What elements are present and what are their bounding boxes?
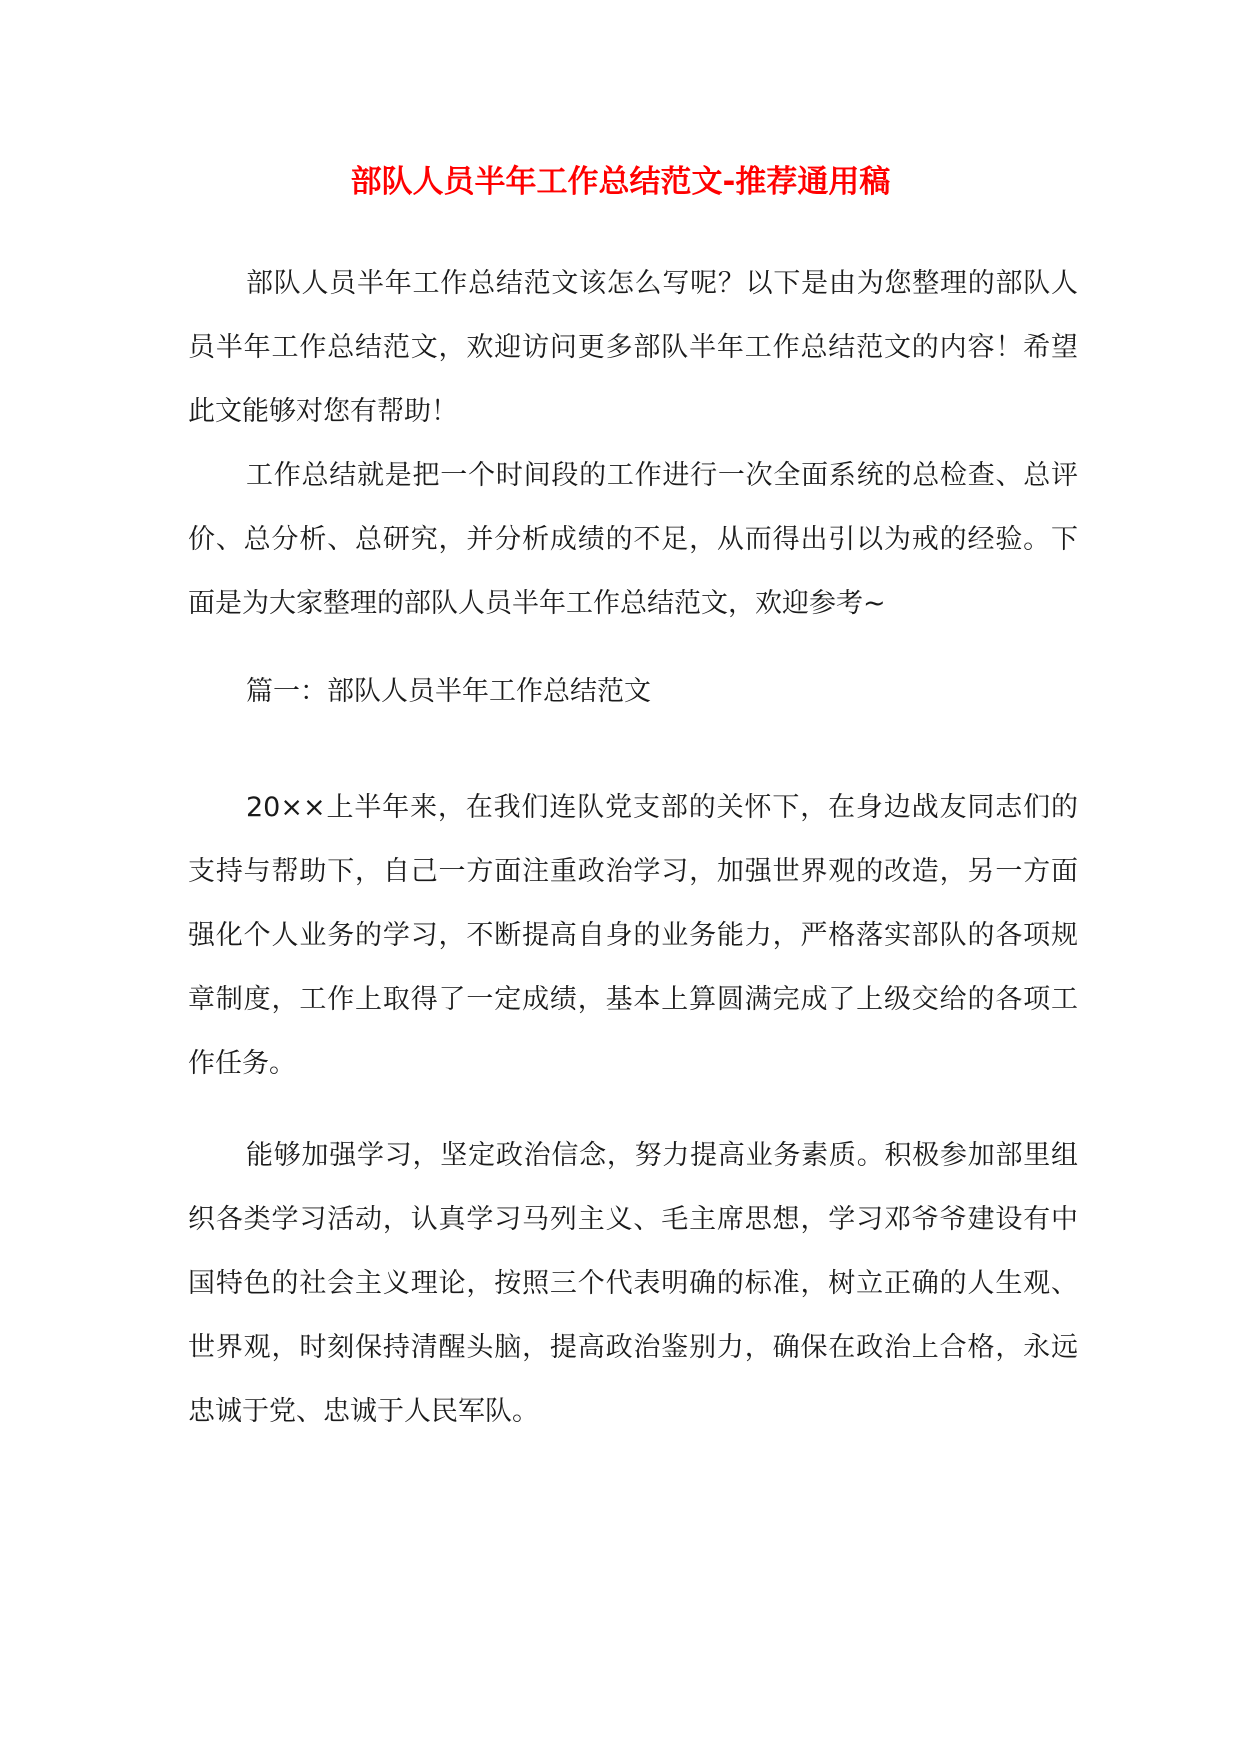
section-paragraph-1: 20××上半年来，在我们连队党支部的关怀下，在身边战友同志们的支持与帮助下，自己一方面注重政治学习，加强世界观的改造，另一方面强化个人业务的学习，不断提高自身的业务能力，严格落实部队的各项规章制度，工作上取得了一定成绩，基本上算圆满完成了上级交给的各项工作任务。 — [188, 792, 1078, 1079]
section-paragraph-block-2 — [188, 1124, 1078, 1444]
document-title: 部队人员半年工作总结范文-推荐通用稿 — [350, 164, 891, 200]
section-paragraph-block-1 — [188, 776, 1078, 1096]
intro-block — [188, 252, 1078, 636]
section-heading: 篇一：部队人员半年工作总结范文 — [246, 676, 651, 707]
section-paragraph-2: 能够加强学习，坚定政治信念，努力提高业务素质。积极参加部里组织各类学习活动，认真学习马列主义、毛主席思想，学习邓爷爷建设有中国特色的社会主义理论，按照三个代表明确的标准，树立正确的人生观、世界观，时刻保持清醒头脑，提高政治鉴别力，确保在政治上合格，永远忠诚于党、忠诚于人民军队。 — [188, 1140, 1078, 1427]
intro-paragraph-2: 工作总结就是把一个时间段的工作进行一次全面系统的总检查、总评价、总分析、总研究，并分析成绩的不足，从而得出引以为戒的经验。下面是为大家整理的部队人员半年工作总结范文，欢迎参考~ — [188, 460, 1078, 619]
intro-paragraph-1: 部队人员半年工作总结范文该怎么写呢？以下是由为您整理的部队人员半年工作总结范文，欢迎访问更多部队半年工作总结范文的内容！希望此文能够对您有帮助！ — [188, 268, 1078, 427]
